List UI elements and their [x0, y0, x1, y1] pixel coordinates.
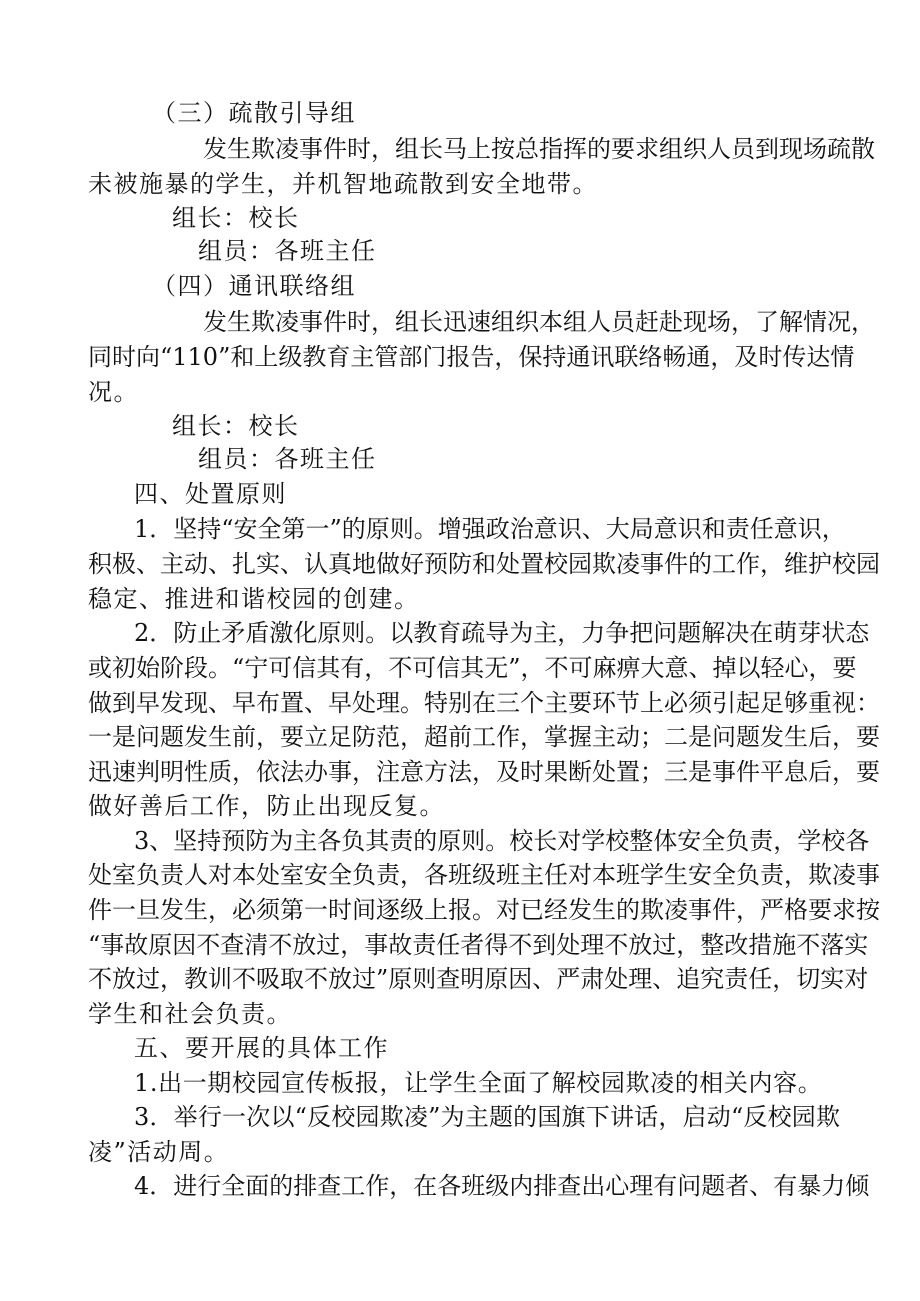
paragraph-line: 1．坚持“安全第一”的原则。增强政治意识、大局意识和责任意识， — [134, 515, 846, 543]
paragraph-line: “事故原因不查清不放过，事故责任者得不到处理不放过，整改措施不落实 — [88, 931, 869, 959]
paragraph-line: 同时向“110”和上级教育主管部门报告，保持通讯联络畅通，及时传达情 — [88, 343, 855, 371]
paragraph-line: 不放过，教训不吸取不放过”原则查明原因、严肃处理、追究责任，切实对 — [88, 965, 869, 993]
paragraph-line: 2．防止矛盾激化原则。以教育疏导为主，力争把问题解决在萌芽状态 — [134, 619, 870, 647]
heading-evacuation-group: （三）疏散引导组 — [152, 99, 356, 127]
section-heading-tasks: 五、要开展的具体工作 — [134, 1034, 389, 1062]
paragraph-line: 件一旦发生，必须第一时间逐级上报。对已经发生的欺凌事件，严格要求按 — [88, 896, 880, 924]
group-member-line: 组员：各班主任 — [198, 237, 377, 265]
paragraph-line: 学生和社会负责。 — [88, 1000, 292, 1028]
paragraph-line: 1.出一期校园宣传板报，让学生全面了解校园欺凌的相关内容。 — [134, 1069, 823, 1097]
paragraph-line: 迅速判明性质，依法办事，注意方法，及时果断处置；三是事件平息后，要 — [88, 758, 880, 786]
paragraph-line: 发生欺凌事件时，组长迅速组织本组人员赶赴现场，了解情况， — [203, 308, 875, 336]
paragraph-line: 3．举行一次以“反校园欺凌”为主题的国旗下讲话，启动“反校园欺 — [134, 1103, 840, 1131]
paragraph-line: 发生欺凌事件时，组长马上按总指挥的要求组织人员到现场疏散 — [203, 135, 875, 163]
paragraph-line: 做到早发现、早布置、早处理。特别在三个主要环节上必须引起足够重视： — [88, 689, 880, 717]
paragraph-line: 做好善后工作，防止出现反复。 — [88, 792, 445, 820]
group-member-line: 组员：各班主任 — [198, 445, 377, 473]
group-leader-line: 组长：校长 — [172, 204, 300, 232]
paragraph-line: 未被施暴的学生，并机智地疏散到安全地带。 — [88, 170, 598, 198]
paragraph-line: 处室负责人对本处室安全负责，各班级班主任对本班学生安全负责，欺凌事 — [88, 861, 880, 889]
paragraph-line: 稳定、推进和谐校园的创建。 — [88, 585, 420, 613]
paragraph-line: 4．进行全面的排查工作，在各班级内排查出心理有问题者、有暴力倾 — [134, 1172, 870, 1200]
paragraph-line: 一是问题发生前，要立足防范，超前工作，掌握主动；二是问题发生后，要 — [88, 723, 880, 751]
paragraph-line: 或初始阶段。“宁可信其有，不可信其无”，不可麻痹大意、掉以轻心，要 — [88, 654, 857, 682]
section-heading-principles: 四、处置原则 — [134, 480, 287, 508]
paragraph-line: 况。 — [88, 378, 139, 406]
paragraph-line: 3、坚持预防为主各负其责的原则。校长对学校整体安全负责，学校各 — [134, 827, 870, 855]
paragraph-line: 凌”活动周。 — [88, 1138, 230, 1166]
paragraph-line: 积极、主动、扎实、认真地做好预防和处置校园欺凌事件的工作，维护校园 — [88, 550, 880, 578]
heading-communication-group: （四）通讯联络组 — [152, 272, 356, 300]
group-leader-line: 组长：校长 — [172, 412, 300, 440]
